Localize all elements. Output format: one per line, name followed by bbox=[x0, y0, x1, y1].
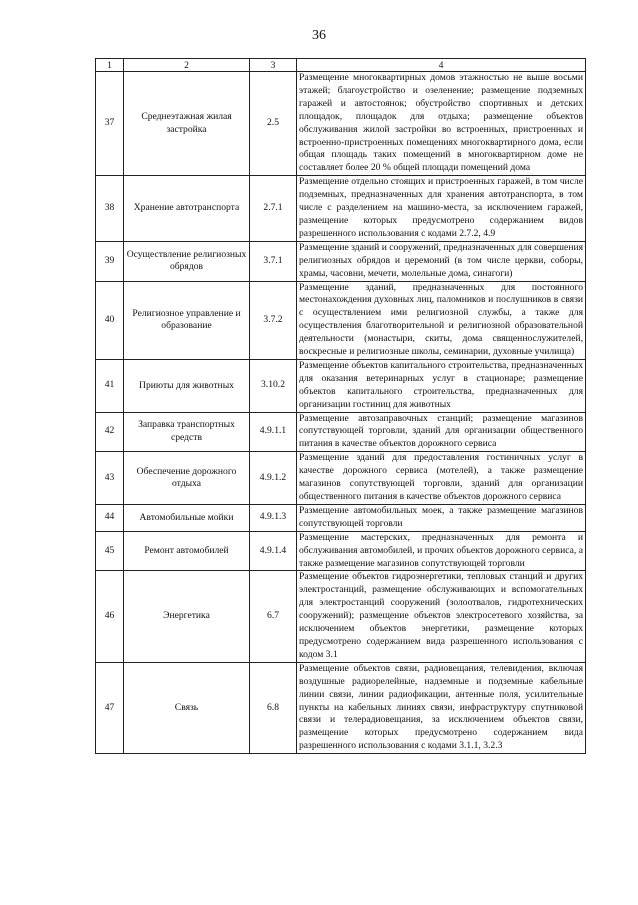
table-row bbox=[96, 571, 586, 662]
use-type-name: Энергетика bbox=[124, 571, 250, 662]
use-type-code: 4.9.1.3 bbox=[250, 504, 297, 531]
use-type-description: Размещение мастерских, предназначенных для ремонта и обслуживания автомобилей, и прочих объектов дорожного сервиса, а также размещение магазинов сопутствующей торговли bbox=[297, 531, 586, 571]
table-row bbox=[96, 72, 586, 176]
use-type-code: 4.9.1.1 bbox=[250, 412, 297, 452]
use-type-code: 3.10.2 bbox=[250, 359, 297, 412]
row-number: 40 bbox=[96, 281, 124, 359]
use-type-description: Размещение зданий, предназначенных для постоянного местонахождения духовных лиц, паломников и послушников в связи с осуществлением ими религиозной службы, а также для осуществления благотворительной и религиозной образовательной деятельности (монастыри, скиты, дома священнослужителей, воскресные и религиозные школы, семинарии, духовные училища) bbox=[297, 281, 586, 359]
page-number: 36 bbox=[312, 28, 326, 43]
use-type-code: 3.7.1 bbox=[250, 241, 297, 281]
use-type-code: 6.7 bbox=[250, 571, 297, 662]
table-row bbox=[96, 241, 586, 281]
row-number: 42 bbox=[96, 412, 124, 452]
use-type-name: Ремонт автомобилей bbox=[124, 531, 250, 571]
row-number: 43 bbox=[96, 452, 124, 505]
use-type-code: 2.7.1 bbox=[250, 176, 297, 242]
use-type-description: Размещение автозаправочных станций; размещение магазинов сопутствующей торговли, зданий для организации общественного питания в качестве объектов дорожного сервиса bbox=[297, 412, 586, 452]
table-row bbox=[96, 662, 586, 753]
use-type-description: Размещение автомобильных моек, а также размещение магазинов сопутствующей торговли bbox=[297, 504, 586, 531]
row-number: 44 bbox=[96, 504, 124, 531]
header-cell: 1 bbox=[96, 59, 124, 72]
use-type-name: Связь bbox=[124, 662, 250, 753]
use-type-name: Религиозное управление и образование bbox=[124, 281, 250, 359]
table-row bbox=[96, 412, 586, 452]
row-number: 39 bbox=[96, 241, 124, 281]
use-type-name: Обеспечение дорожного отдыха bbox=[124, 452, 250, 505]
use-type-name: Заправка транспортных средств bbox=[124, 412, 250, 452]
table-row bbox=[96, 531, 586, 571]
use-type-code: 2.5 bbox=[250, 72, 297, 176]
use-type-code: 3.7.2 bbox=[250, 281, 297, 359]
row-number: 45 bbox=[96, 531, 124, 571]
use-type-description: Размещение объектов гидроэнергетики, тепловых станций и других электростанций, размещение обслуживающих и вспомогательных для электростанций сооружений (золоотвалов, гидротехнических сооружений); размещение объектов электросетевого хозяйства, за исключением объектов энергетики, размещение которых предусмотрено содержанием вида разрешенного использования с кодом 3.1 bbox=[297, 571, 586, 662]
land-use-table bbox=[95, 58, 586, 754]
header-cell: 2 bbox=[124, 59, 250, 72]
table-row bbox=[96, 504, 586, 531]
table-row bbox=[96, 452, 586, 505]
row-number: 41 bbox=[96, 359, 124, 412]
use-type-description: Размещение зданий для предоставления гостиничных услуг в качестве дорожного сервиса (мотелей), а также размещение магазинов сопутствующей торговли, зданий для организации общественного питания в качестве объектов дорожного сервиса bbox=[297, 452, 586, 505]
use-type-description: Размещение объектов капитального строительства, предназначенных для оказания ветеринарных услуг в стационаре; размещение объектов капитального строительства, предназначенных для организации гостиниц для животных bbox=[297, 359, 586, 412]
row-number: 37 bbox=[96, 72, 124, 176]
use-type-code: 4.9.1.4 bbox=[250, 531, 297, 571]
row-number: 46 bbox=[96, 571, 124, 662]
use-type-description: Размещение отдельно стоящих и пристроенных гаражей, в том числе подземных, предназначенных для хранения автотранспорта, в том числе с разделением на машино-места, за исключением гаражей, размещение которых предусмотрено содержанием видов разрешенного использования с кодами 2.7.2, 4.9 bbox=[297, 176, 586, 242]
use-type-name: Приюты для животных bbox=[124, 359, 250, 412]
table-row bbox=[96, 359, 586, 412]
row-number: 38 bbox=[96, 176, 124, 242]
table-row bbox=[96, 176, 586, 242]
use-type-description: Размещение многоквартирных домов этажностью не выше восьми этажей; благоустройство и озеленение; размещение подземных гаражей и автостоянок; обустройство спортивных и детских площадок, площадок для отдыха; размещение объектов обслуживания жилой застройки во встроенных, пристроенных и встроенно-пристроенных помещениях многоквартирного дома, если общая площадь таких помещений в многоквартирном доме не составляет более 20 % общей площади помещений дома bbox=[297, 72, 586, 176]
row-number: 47 bbox=[96, 662, 124, 753]
table-row bbox=[96, 281, 586, 359]
use-type-name: Хранение автотранспорта bbox=[124, 176, 250, 242]
use-type-name: Осуществление религиозных обрядов bbox=[124, 241, 250, 281]
use-type-description: Размещение зданий и сооружений, предназначенных для совершения религиозных обрядов и церемоний (в том числе церкви, соборы, храмы, часовни, мечети, молельные дома, синагоги) bbox=[297, 241, 586, 281]
use-type-code: 6.8 bbox=[250, 662, 297, 753]
table-header-row bbox=[96, 59, 586, 72]
header-cell: 4 bbox=[297, 59, 586, 72]
use-type-name: Среднеэтажная жилая застройка bbox=[124, 72, 250, 176]
use-type-name: Автомобильные мойки bbox=[124, 504, 250, 531]
header-cell: 3 bbox=[250, 59, 297, 72]
use-type-description: Размещение объектов связи, радиовещания, телевидения, включая воздушные радиорелейные, надземные и подземные кабельные линии связи, линии радиофикации, антенные поля, усилительные пункты на кабельных линиях связи, инфраструктуру спутниковой связи и телерадиовещания, за исключением объектов связи, размещение которых предусмотрено содержанием вида разрешенного использования с кодами 3.1.1, 3.2.3 bbox=[297, 662, 586, 753]
use-type-code: 4.9.1.2 bbox=[250, 452, 297, 505]
